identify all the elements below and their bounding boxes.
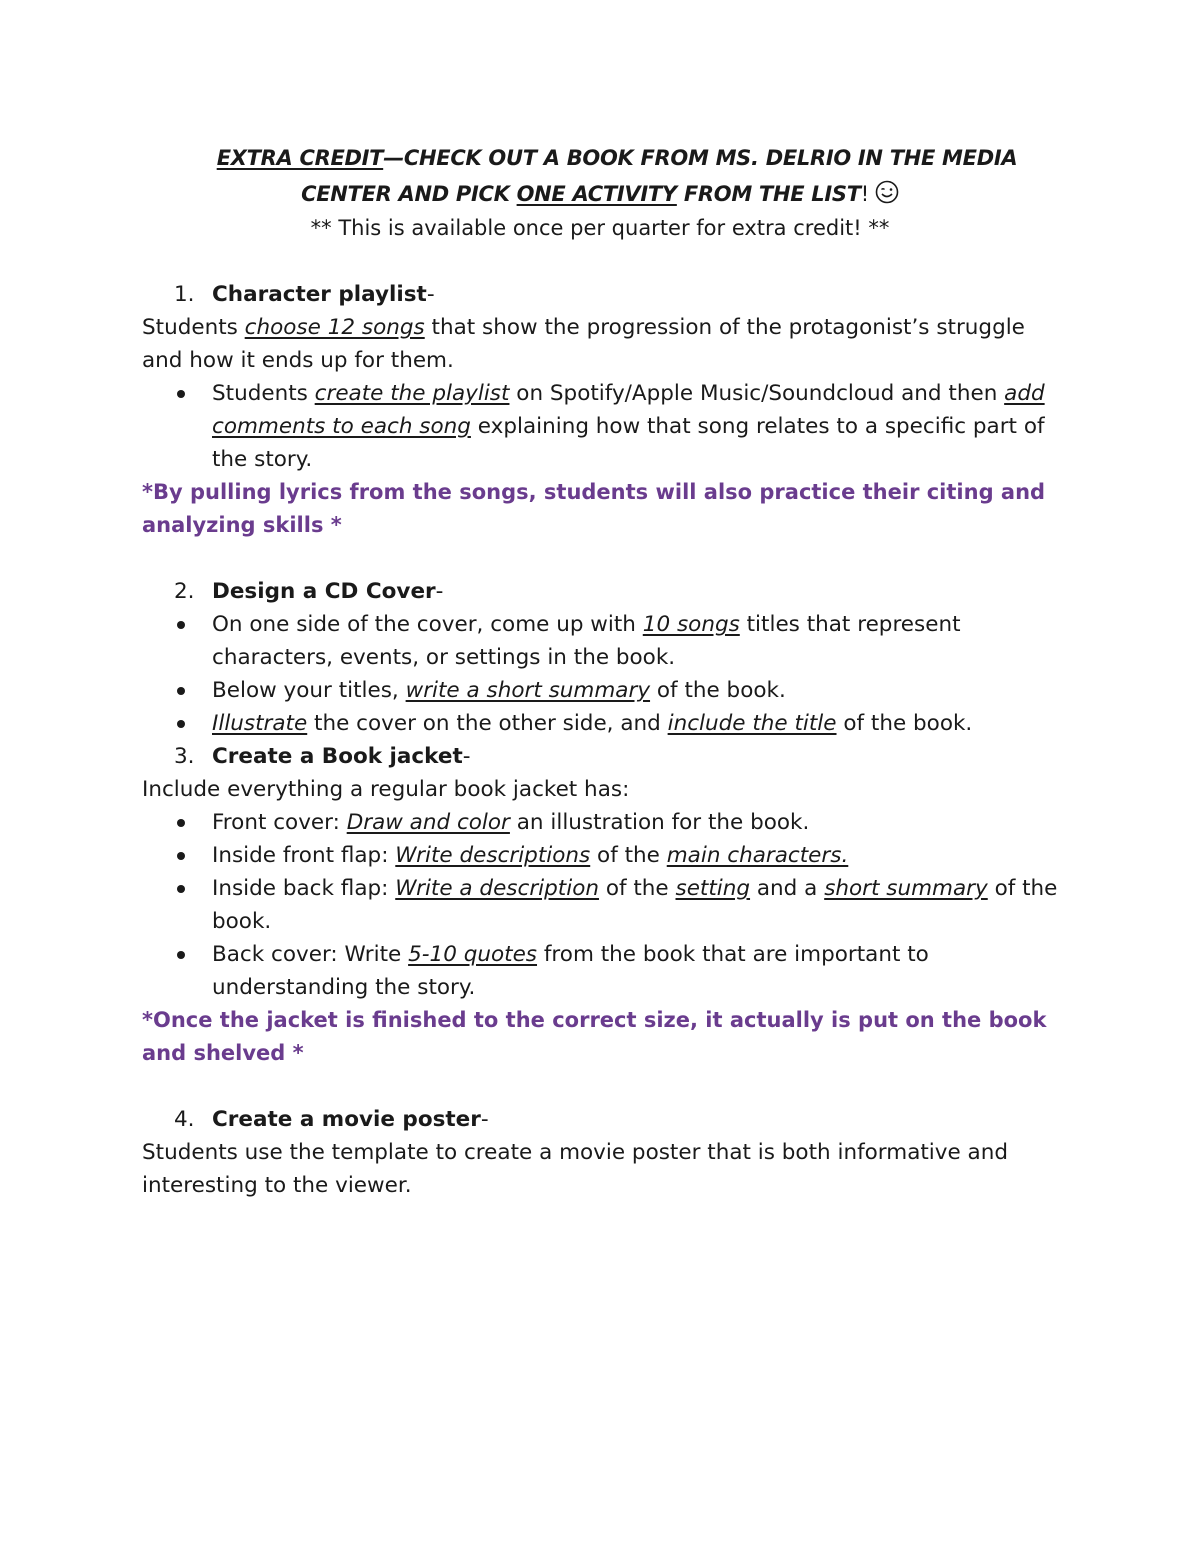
s2-b2-t3: of the book. bbox=[650, 678, 786, 703]
s2-b1-t3: titles that represent characters, events, or settings in the book. bbox=[212, 612, 961, 670]
s3-b4-quotes: 5-10 quotes bbox=[408, 942, 538, 967]
bullet-dot bbox=[177, 819, 185, 827]
section-2-bullet-2 bbox=[142, 674, 1058, 707]
title-extra-credit: EXTRA CREDIT bbox=[216, 146, 384, 170]
s1-para-t1: Students bbox=[142, 315, 245, 340]
s3-b3-setting: setting bbox=[675, 876, 751, 901]
s1-para-choose-songs: choose 12 songs bbox=[244, 315, 425, 340]
s2-b2-t1: Below your titles, bbox=[212, 678, 406, 703]
s3-b2-write-descriptions: Write descriptions bbox=[395, 843, 591, 868]
s2-b1-t1: On one side of the cover, come up with bbox=[212, 612, 643, 637]
s3-b2-t1: Inside front flap: bbox=[212, 843, 396, 868]
s3-b1-t3: an illustration for the book. bbox=[509, 810, 810, 835]
document-title bbox=[142, 140, 1058, 212]
section-3-heading bbox=[142, 740, 1058, 773]
s3-b1-t1: Front cover: bbox=[212, 810, 347, 835]
title-exclamation: ! bbox=[860, 182, 869, 206]
title-line2-end: FROM THE LIST bbox=[676, 182, 861, 206]
section-3-paragraph: Include everything a regular book jacket has: bbox=[142, 777, 630, 802]
s3-b2-main-characters: main characters. bbox=[666, 843, 849, 868]
bullet-dot bbox=[177, 720, 185, 728]
section-1-dash: - bbox=[426, 282, 435, 307]
s1-b1-create-playlist: create the playlist bbox=[314, 381, 510, 406]
section-3-number: 3. bbox=[174, 744, 195, 769]
s2-b2-write-summary: write a short summary bbox=[405, 678, 651, 703]
section-2-number: 2. bbox=[174, 579, 195, 604]
title-rest: —CHECK OUT A BOOK FROM MS. DELRIO IN THE MEDIA bbox=[383, 146, 1018, 170]
section-3-note: *Once the jacket is finished to the correct size, it actually is put on the book and shelved * bbox=[142, 1008, 1047, 1065]
s3-b4-t1: Back cover: Write bbox=[212, 942, 409, 967]
spacer bbox=[142, 542, 1058, 575]
title-one-activity: ONE ACTIVITY bbox=[516, 182, 677, 206]
title-line2-text: CENTER AND PICK bbox=[301, 182, 517, 206]
section-4-number: 4. bbox=[174, 1107, 195, 1132]
s2-b3-include-title: include the title bbox=[667, 711, 837, 736]
bullet-dot bbox=[177, 852, 185, 860]
section-1-number: 1. bbox=[174, 282, 195, 307]
section-2-bullet-3 bbox=[142, 707, 1058, 740]
section-1-paragraph bbox=[142, 311, 1058, 377]
s3-b3-short-summary: short summary bbox=[824, 876, 988, 901]
s2-b3-t4: of the book. bbox=[836, 711, 973, 736]
smiley-icon bbox=[875, 180, 899, 204]
section-3-title: Create a Book jacket bbox=[212, 744, 463, 769]
spacer bbox=[142, 1070, 1058, 1103]
section-1-heading bbox=[142, 278, 1058, 311]
s1-para-t3: that show the progression of the protagonist’s struggle and how it ends up for them. bbox=[142, 315, 1025, 373]
s2-b3-t2: the cover on the other side, and bbox=[307, 711, 668, 736]
section-1-note: *By pulling lyrics from the songs, students will also practice their citing and analyzing skills * bbox=[142, 480, 1046, 537]
section-3-dash: - bbox=[462, 744, 471, 769]
s3-b4-t3: from the book that are important to understanding the story. bbox=[212, 942, 929, 1000]
section-2-title: Design a CD Cover bbox=[212, 579, 436, 604]
section-4-heading bbox=[142, 1103, 1058, 1136]
s1-b1-t3: on Spotify/Apple Music/Soundcloud and then bbox=[509, 381, 1005, 406]
section-4-paragraph: Students use the template to create a movie poster that is both informative and interesting to the viewer. bbox=[142, 1140, 1009, 1198]
section-2-dash: - bbox=[435, 579, 444, 604]
s3-b3-t7: of the book. bbox=[212, 876, 1058, 934]
s3-b3-t1: Inside back flap: bbox=[212, 876, 396, 901]
section-4-dash: - bbox=[480, 1107, 489, 1132]
s3-b3-t5: and a bbox=[750, 876, 825, 901]
s3-b2-t3: of the bbox=[590, 843, 667, 868]
section-1-title: Character playlist bbox=[212, 282, 427, 307]
s3-b3-write-description: Write a description bbox=[395, 876, 599, 901]
document-content bbox=[142, 140, 1058, 1202]
section-3-bullet-1 bbox=[142, 806, 1058, 839]
bullet-dot bbox=[177, 621, 185, 629]
s2-b1-10-songs: 10 songs bbox=[642, 612, 740, 637]
bullet-dot bbox=[177, 951, 185, 959]
bullet-dot bbox=[177, 687, 185, 695]
title-line-2 bbox=[142, 176, 1058, 212]
section-4-title: Create a movie poster bbox=[212, 1107, 481, 1132]
s2-b3-illustrate: Illustrate bbox=[212, 711, 308, 736]
section-2-heading bbox=[142, 575, 1058, 608]
s1-b1-add-comments: add comments to each song bbox=[212, 381, 1045, 439]
s1-b1-t1: Students bbox=[212, 381, 315, 406]
bullet-dot bbox=[177, 885, 185, 893]
section-3-bullet-4 bbox=[142, 938, 1058, 1004]
s3-b1-draw-color: Draw and color bbox=[346, 810, 510, 835]
section-3-bullet-3 bbox=[142, 872, 1058, 938]
bullet-dot bbox=[177, 390, 185, 398]
section-3-bullet-2 bbox=[142, 839, 1058, 872]
s3-b3-t3: of the bbox=[598, 876, 676, 901]
s1-b1-t5: explaining how that song relates to a specific part of the story. bbox=[212, 414, 1045, 472]
document-subtitle: ** This is available once per quarter for extra credit! ** bbox=[310, 216, 890, 240]
section-1-bullet-1 bbox=[142, 377, 1058, 476]
section-2-bullet-1 bbox=[142, 608, 1058, 674]
title-line-1 bbox=[176, 140, 1058, 176]
